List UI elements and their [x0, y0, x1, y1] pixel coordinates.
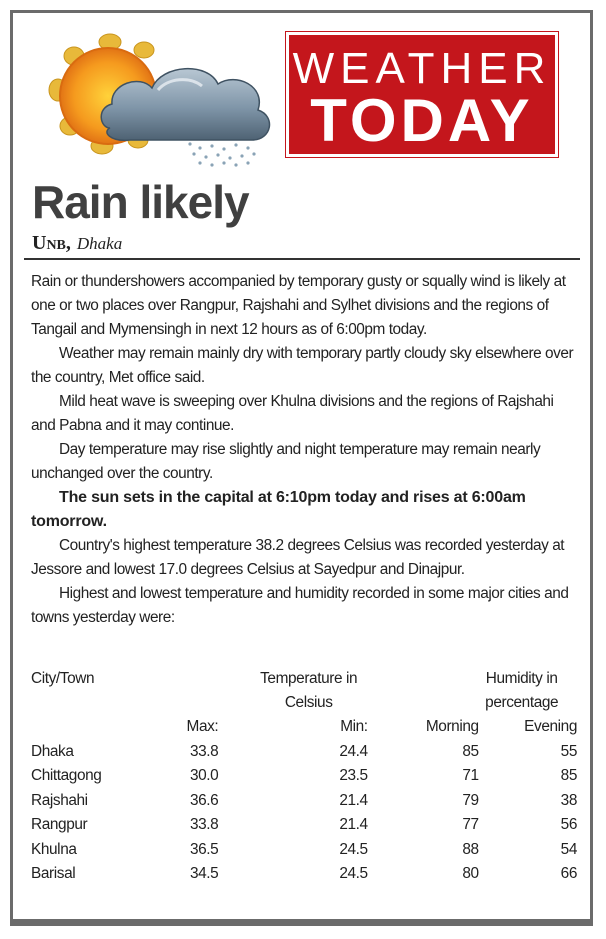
cell-morning: 80: [462, 865, 479, 882]
article-body: [31, 270, 578, 630]
paragraph-sun-times: The sun sets in the capital at 6:10pm today and rises at 6:00am tomorrow.: [31, 489, 526, 530]
subheader-morning: Morning: [425, 718, 479, 735]
header-city: City/Town: [31, 670, 95, 687]
subheader-max: Max:: [186, 718, 219, 735]
subheader-min: Min:: [340, 718, 368, 735]
cell-max: 30.0: [189, 767, 219, 784]
table-row: [31, 813, 577, 838]
byline-location: Dhaka: [76, 234, 123, 253]
header-temperature: [110, 667, 368, 715]
cell-min: 23.5: [339, 767, 368, 784]
cell-city: Chittagong: [31, 767, 102, 784]
banner-line-2: TODAY: [310, 87, 534, 154]
bottom-border: [10, 922, 593, 926]
cell-city: Rajshahi: [31, 791, 88, 809]
cell-evening: 66: [560, 865, 577, 882]
subheader-evening: Evening: [524, 718, 577, 735]
cell-evening: 85: [560, 767, 577, 784]
table-row: [31, 838, 577, 863]
cell-city: Rangpur: [31, 816, 88, 833]
paragraph: Weather may remain mainly dry with temporary partly cloudy sky elsewhere over the country, Met office said.: [31, 345, 574, 386]
byline: [32, 232, 122, 255]
cell-morning: 71: [462, 767, 479, 784]
table-header-row: [31, 667, 577, 715]
weather-table: [31, 667, 577, 887]
cell-morning: 85: [462, 742, 479, 760]
cell-city: Dhaka: [31, 742, 74, 760]
byline-source: Unb,: [32, 232, 71, 254]
cell-evening: 55: [560, 742, 577, 760]
cell-city: Barisal: [31, 865, 76, 882]
headline: Rain likely: [32, 176, 249, 228]
header-humidity: [368, 667, 577, 715]
paragraph: Country's highest temperature 38.2 degrees Celsius was recorded yesterday at Jessore and lowest 17.0 degrees Celsius at Sayedpur and Dinajpur.: [31, 537, 565, 578]
cell-city: Khulna: [31, 840, 77, 858]
table-subheader-row: [31, 715, 577, 740]
cell-evening: 38: [560, 791, 577, 809]
banner-line-1: WEATHER: [292, 44, 552, 93]
table-row: [31, 789, 577, 814]
table-row: [31, 740, 577, 765]
table-row: [31, 764, 577, 789]
cell-morning: 88: [462, 840, 479, 858]
cell-min: 24.5: [339, 840, 368, 858]
headline-divider: [24, 258, 580, 260]
cell-max: 34.5: [189, 865, 219, 882]
cell-max: 33.8: [189, 742, 219, 760]
weather-today-banner: [286, 32, 558, 157]
cell-max: 36.6: [189, 791, 219, 809]
cell-min: 21.4: [339, 816, 368, 833]
cell-max: 33.8: [189, 816, 219, 833]
paragraph: Day temperature may rise slightly and night temperature may remain nearly unchanged over the country.: [31, 441, 541, 482]
cell-evening: 54: [560, 840, 577, 858]
header-humidity-text: Humidity in percentage: [485, 670, 559, 711]
paragraph: Mild heat wave is sweeping over Khulna divisions and the regions of Rajshahi and Pabna and it may continue.: [31, 393, 554, 434]
cell-min: 21.4: [339, 791, 368, 809]
cell-min: 24.4: [339, 742, 368, 760]
cell-morning: 77: [462, 816, 479, 833]
sun-rain-cloud-icon: [40, 28, 290, 168]
paragraph: Rain or thundershowers accompanied by temporary gusty or squally wind is likely at one or two places over Rangpur, Rajshahi and Sylhet divisions and the regions of Tangail and Mymensingh in next 12 hours as of 6:00pm today.: [31, 273, 566, 338]
cell-morning: 79: [462, 791, 479, 809]
table-row: [31, 862, 577, 887]
cell-min: 24.5: [339, 865, 368, 882]
cell-evening: 56: [560, 816, 577, 833]
cell-max: 36.5: [189, 840, 219, 858]
header-temperature-text: Temperature in Celsius: [260, 670, 358, 711]
paragraph: Highest and lowest temperature and humidity recorded in some major cities and towns yesterday were:: [31, 585, 569, 626]
